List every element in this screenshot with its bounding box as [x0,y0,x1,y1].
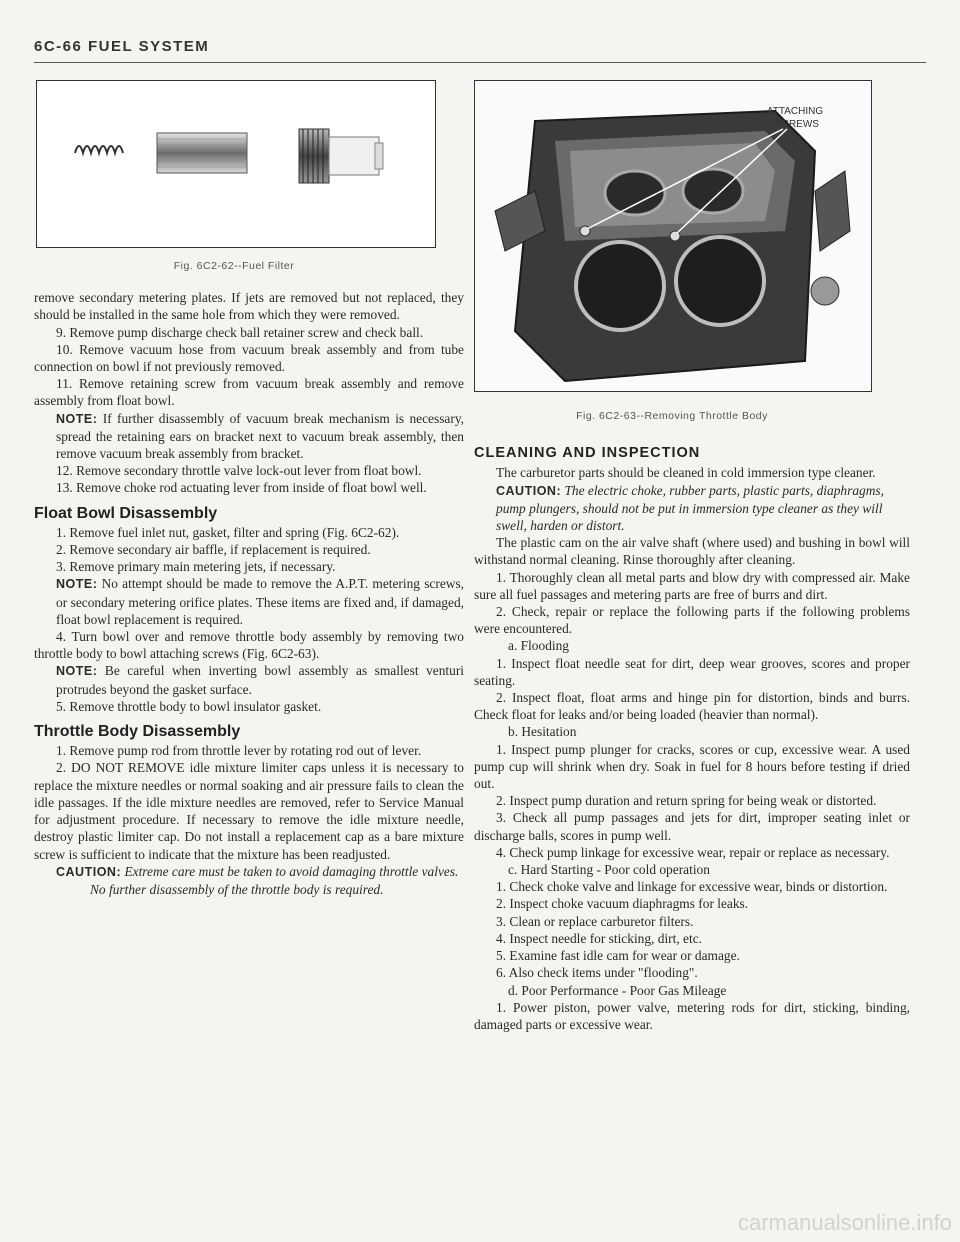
note-label: NOTE: [56,577,98,592]
caution-throttle [34,863,464,881]
page-header [34,38,926,56]
step-13: 13. Remove choke rod actuating lever from inside of float bowl well. [56,480,427,496]
note-label: NOTE: [56,411,98,426]
hesitation-1: 1. Inspect pump plunger for cracks, scores or cup, excessive wear. A used pump cup will shrink when dry. Soak in fuel for 8 hours before testing if dried out. [474,741,910,792]
hard-starting-4: 4. Inspect needle for sticking, dirt, etc. [496,930,702,946]
throttle-step-1: 1. Remove pump rod from throttle lever by rotating rod out of lever. [56,743,422,759]
fuel-filter-figure [36,80,436,248]
subheading-flooding: a. Flooding [508,638,570,654]
subheading-hesitation: b. Hesitation [508,724,577,740]
float-step-4: 4. Turn bowl over and remove throttle body assembly by removing two throttle body to bowl attaching screws (Fig. 6C2-63). [34,629,464,662]
primary-bore-right [676,237,764,325]
header-rule [34,62,926,63]
hesitation-4: 4. Check pump linkage for excessive wear, repair or replace as necessary. [496,844,890,860]
note-venturi [34,662,464,697]
hard-starting-3: 3. Clean or replace carburetor filters. [496,913,694,929]
step-9: 9. Remove pump discharge check ball retainer screw and check ball. [56,324,424,340]
page-title: 6C-66 FUEL SYSTEM [34,38,210,55]
hard-starting-6: 6. Also check items under "flooding". [496,965,698,981]
float-step-2: 2. Remove secondary air baffle, if replacement is required. [56,542,371,558]
caution-text: Extreme care must be taken to avoid damaging throttle valves. [121,863,459,879]
fig-6c2-62-caption: Fig. 6C2-62--Fuel Filter [173,260,295,272]
poor-performance-1: 1. Power piston, power valve, metering rods for dirt, sticking, binding, damaged parts or excessive wear. [474,999,910,1032]
note-text: If further disassembly of vacuum break mechanism is necessary, spread the retaining ears on bracket next to vacuum break assembly, then remove vacuum break assembly from bracket. [56,410,464,462]
carburetor-illustration [475,81,871,391]
throttle-body-figure [474,80,872,392]
throttle-step-2: 2. DO NOT REMOVE idle mixture limiter caps unless it is necessary to replace the mixture needles or normal soaking and air pressure fails to clean the idle passages. If the idle mixture needles are removed, refer to Service Manual for adjustment procedure. If necessary to remove the idle mixture needle, destroy plastic limiter cap. Do not install a replacement cap as a bare mixture screw is sufficient to indicate that the mixture has been readjusted. [34,760,464,862]
cleaning-intro: The carburetor parts should be cleaned in cold immersion type cleaner. [496,465,876,481]
watermark: carmanualsonline.info [737,1210,952,1235]
hesitation-2: 2. Inspect pump duration and return spring for being weak or distorted. [496,793,877,809]
fig-6c2-63-caption: Fig. 6C2-63--Removing Throttle Body [576,410,768,422]
float-step-3: 3. Remove primary main metering jets, if necessary. [56,559,336,575]
note-vacuum-break [34,410,464,463]
step-12: 12. Remove secondary throttle valve lock-out lever from float bowl. [56,463,422,479]
primary-bore-left [576,242,664,330]
hard-starting-1: 1. Check choke valve and linkage for excessive wear, binds or distortion. [496,879,888,895]
right-column [474,80,910,1033]
subheading-hard-starting: c. Hard Starting - Poor cold operation [508,862,710,878]
caution-label: CAUTION: [496,483,562,498]
note-text: No attempt should be made to remove the A.P.T. metering screws, or secondary metering orifice plates. These items are fixed and, if damaged, float bowl replacement is required. [56,576,464,627]
cleaning-plastic-cam: The plastic cam on the air valve shaft (where used) and bushing in bowl will withstand normal cleaning. Rinse thoroughly after cleaning. [474,535,910,568]
caution-label: CAUTION: [56,864,122,879]
subheading-poor-performance: d. Poor Performance - Poor Gas Mileage [508,982,727,998]
label-attaching: ATTACHING [766,106,824,117]
cleaning-step-1: 1. Thoroughly clean all metal parts and blow dry with compressed air. Make sure all fuel passages and metering parts are free of burrs and dirt. [474,569,910,602]
label-screws: SCREWS [775,119,819,130]
note-apt-screws [34,575,464,628]
caution-text: The electric choke, rubber parts, plastic parts, diaphragms, pump plungers, should not be put in immersion type cleaner as they will swell, harden or distort. [496,482,884,534]
spring-icon [75,146,123,153]
step-10: 10. Remove vacuum hose from vacuum break assembly and from tube connection on bowl if not previously removed. [34,341,464,375]
float-step-1: 1. Remove fuel inlet nut, gasket, filter and spring (Fig. 6C2-62). [56,524,400,540]
fuel-filter-illustration [37,81,435,247]
left-column [34,80,464,898]
cleaning-step-2: 2. Check, repair or replace the following parts if the following problems were encountered. [474,604,910,637]
float-step-5: 5. Remove throttle body to bowl insulator gasket. [56,698,322,714]
hard-starting-2: 2. Inspect choke vacuum diaphragms for leaks. [496,896,749,912]
step-11: 11. Remove retaining screw from vacuum break assembly and remove assembly from float bowl. [34,376,464,409]
section-heading-float-bowl: Float Bowl Disassembly [34,504,218,522]
flooding-1: 1. Inspect float needle seat for dirt, deep wear grooves, scores and proper seating. [474,655,910,688]
note-text: Be careful when inverting bowl assembly as smallest venturi protrudes beyond the gasket surface. [56,663,464,697]
caution-immersion [474,482,910,535]
flooding-2: 2. Inspect float, float arms and hinge pin for distortion, binds and burrs. Check float for leaks and/or being loaded (heavier than normal). [474,690,910,723]
inlet-fitting [329,137,379,175]
section-heading-cleaning: CLEANING AND INSPECTION [474,445,701,462]
hesitation-3: 3. Check all pump passages and jets for dirt, improper seating inlet or discharge balls, scores in pump well. [474,810,910,843]
paragraph: remove secondary metering plates. If jets are removed but not replaced, they should be installed in the same hole from which they were removed. [34,290,464,323]
caution-text-continued: No further disassembly of the throttle body is required. [90,881,384,897]
note-label: NOTE: [56,664,98,679]
section-heading-throttle-body: Throttle Body Disassembly [34,723,241,741]
hard-starting-5: 5. Examine fast idle cam for wear or damage. [496,948,740,964]
